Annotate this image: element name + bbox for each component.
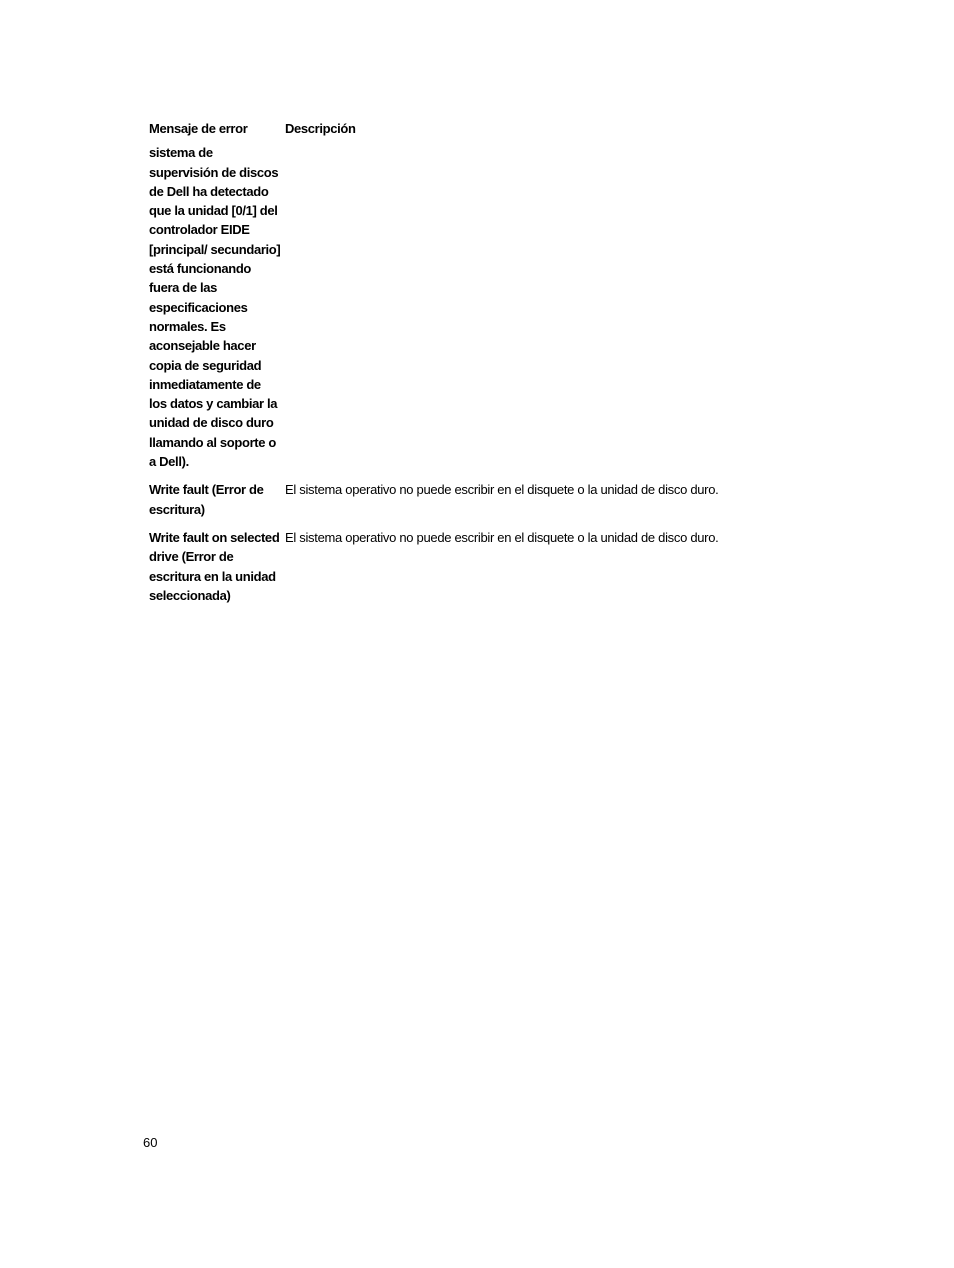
table-row [149, 480, 789, 528]
error-message-cell: sistema de supervisión de discos de Dell ha detectado que la unidad [0/1] del controlador EIDE [principal/ secundario] está funcionando fuera de las especificaciones normales. Es aconsejable hacer copia de seguridad inmediatamente de los datos y cambiar la unidad de disco duro llamando al soporte o a Dell). [149, 145, 281, 470]
table-row [149, 143, 789, 480]
page-number: 60 [143, 1135, 158, 1150]
table-header-row [149, 119, 789, 143]
table-row [149, 528, 789, 605]
header-description: Descripción [285, 121, 356, 136]
error-message-cell: Write fault (Error de escritura) [149, 482, 264, 517]
error-message-cell: Write fault on selected drive (Error de escritura en la unidad seleccionada) [149, 529, 280, 603]
header-error-message: Mensaje de error [149, 121, 248, 136]
description-cell: El sistema operativo no puede escribir en el disquete o la unidad de disco duro. [285, 529, 719, 545]
description-cell [285, 143, 789, 480]
error-message-table [149, 119, 789, 605]
description-cell: El sistema operativo no puede escribir en el disquete o la unidad de disco duro. [285, 482, 719, 498]
